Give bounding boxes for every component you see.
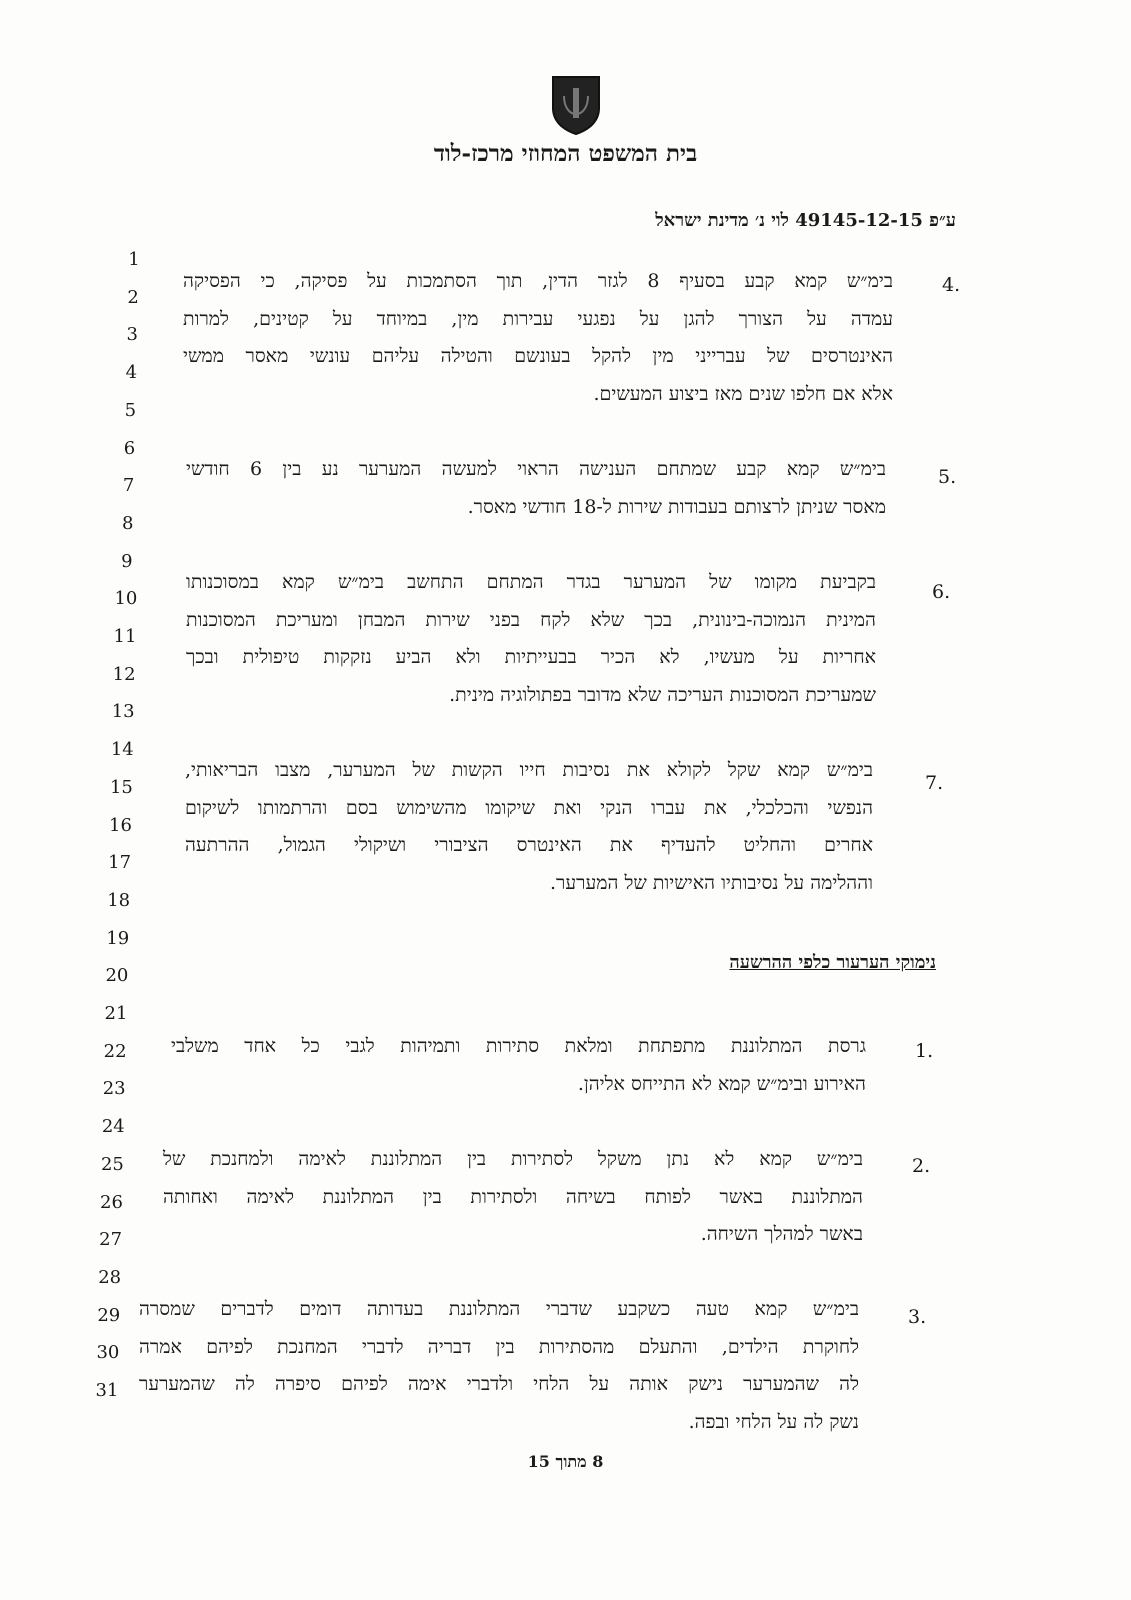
line-number: 17	[108, 852, 132, 874]
text-line: בימ״ש קמא קבע בסעיף 8 לגזר הדין, תוך הסתמכות על פסיקה, כי הפסיקה	[183, 270, 894, 292]
line-number: 11	[113, 626, 137, 647]
line-number: 29	[97, 1304, 121, 1326]
page-number-footer: 8 מתוך 15	[527, 1452, 604, 1471]
line-number: 6	[123, 437, 136, 459]
appeal-paragraph-3	[139, 1291, 859, 1441]
text-line: בימ״ש קמא לא נתן משקל לסתירות בין המתלוננת לאימה ולמחנכת של	[163, 1148, 863, 1170]
text-line: האינטרסים של עברייני מין להקל בעונשם והטילה עליהם עונשי מאסר ממשי	[183, 345, 893, 367]
text-line: אלא אם חלפו שנים מאז ביצוע המעשים.	[593, 382, 893, 405]
text-line: שמעריכת המסוכנות העריכה שלא מדובר בפתולוגיה מינית.	[449, 683, 876, 706]
text-line: אחריות על מעשיו, לא הכיר בבעייתיות ולא הביע נזקקות טיפולית ובכך	[186, 646, 876, 668]
paragraph-7	[185, 752, 873, 902]
line-number: 23	[102, 1078, 126, 1100]
paragraph-number: 5.	[938, 466, 957, 488]
text-line: האירוע ובימ״ש קמא לא התייחס אליהן.	[577, 1072, 866, 1095]
text-line: אחרים והחליט להעדיף את האינטרס הציבורי ושיקולי הגמול, ההרתעה	[185, 834, 873, 856]
line-number: 15	[109, 776, 133, 798]
line-number: 19	[106, 927, 130, 949]
line-number: 7	[122, 475, 135, 497]
line-number: 8	[121, 512, 134, 534]
line-number: 26	[100, 1191, 123, 1213]
paragraph-5	[186, 451, 886, 526]
text-line: בימ״ש קמא קבע שמתחם הענישה הראוי למעשה המערער נע בין 6 חודשי	[186, 458, 886, 480]
section-heading: נימוקי הערעור כלפי ההרשעה	[729, 952, 936, 973]
line-number: 27	[99, 1229, 123, 1251]
paragraph-4	[183, 263, 893, 413]
line-number: 5	[124, 399, 137, 421]
line-number: 18	[107, 889, 131, 911]
paragraph-number: 6.	[932, 581, 951, 603]
line-number: 24	[101, 1116, 125, 1138]
case-number-line: ע״פ 49145-12-15 לוי נ׳ מדינת ישראל	[655, 210, 956, 231]
line-number: 2	[127, 286, 139, 308]
line-number: 14	[110, 739, 134, 761]
line-number: 1	[128, 249, 140, 270]
appeal-paragraph-2	[163, 1141, 863, 1254]
paragraph-number: 1.	[915, 1040, 934, 1062]
line-number: 4	[125, 362, 138, 384]
line-number: 28	[98, 1266, 122, 1288]
text-line: עמדה על הצורך להגן על נפגעי עבירות מין, במיוחד על קטינים, למרות	[183, 307, 893, 330]
line-number: 25	[100, 1153, 124, 1175]
text-line: וההלימה על נסיבותיו האישיות של המערער.	[550, 871, 873, 894]
text-line: לחוקרת הילדים, והתעלם מהסתירות בין דבריה לדברי המחנכת לפיהם אמרה	[139, 1335, 859, 1358]
paragraph-number: 7.	[925, 772, 944, 794]
line-number: 10	[114, 588, 138, 610]
text-line: מאסר שניתן לרצותם בעבודות שירות ל-18 חודשי מאסר.	[467, 495, 886, 518]
line-number: 9	[121, 550, 133, 572]
court-title: בית המשפט המחוזי מרכז-לוד	[433, 140, 698, 167]
line-number: 12	[112, 663, 136, 685]
paragraph-number: 3.	[908, 1306, 927, 1328]
paragraph-6	[186, 564, 876, 714]
text-line: באשר למהלך השיחה.	[700, 1223, 863, 1245]
line-number: 13	[111, 701, 135, 723]
line-number: 22	[103, 1040, 127, 1062]
paragraph-number: 4.	[942, 274, 961, 296]
line-number: 20	[105, 965, 129, 987]
appeal-paragraph-1	[171, 1028, 866, 1103]
text-line: בימ״ש קמא טעה כשקבע שדברי המתלוננת בעדותה דומים לדברים שמסרה	[139, 1298, 859, 1320]
text-line: המינית הנמוכה-בינונית, בכך שלא לקח בפני שירות המבחן ומעריכת המסוכנות	[186, 608, 876, 631]
text-line: בימ״ש קמא שקל לקולא את נסיבות חייו הקשות של המערער, מצבו הבריאותי,	[185, 759, 873, 781]
text-line: הנפשי והכלכלי, את עברו הנקי ואת שיקומו מהשימוש בסם והרתמותו לשיקום	[185, 796, 873, 819]
line-number: 3	[126, 324, 138, 346]
paragraph-number: 2.	[912, 1155, 931, 1177]
line-number: 30	[96, 1342, 120, 1364]
line-number: 16	[109, 814, 132, 836]
text-line: נשק לה על הלחי ובפה.	[688, 1410, 859, 1433]
line-number: 21	[104, 1003, 128, 1024]
text-line: לה שהמערער נישק אותה על הלחי ולדברי אימה לפיהם סיפרה לה שהמערער	[139, 1373, 859, 1395]
text-line: גרסת המתלוננת מתפתחת ומלאת סתירות ותמיהות לגבי כל אחד משלבי	[171, 1035, 866, 1057]
text-line: המתלוננת באשר לפותח בשיחה ולסתירות בין המתלוננת לאימה ואחותה	[163, 1185, 863, 1208]
text-line: בקביעת מקומו של המערער בגדר המתחם התחשב בימ״ש קמא במסוכנותו	[186, 571, 876, 593]
line-number: 31	[95, 1380, 119, 1401]
state-emblem-icon	[550, 74, 602, 136]
